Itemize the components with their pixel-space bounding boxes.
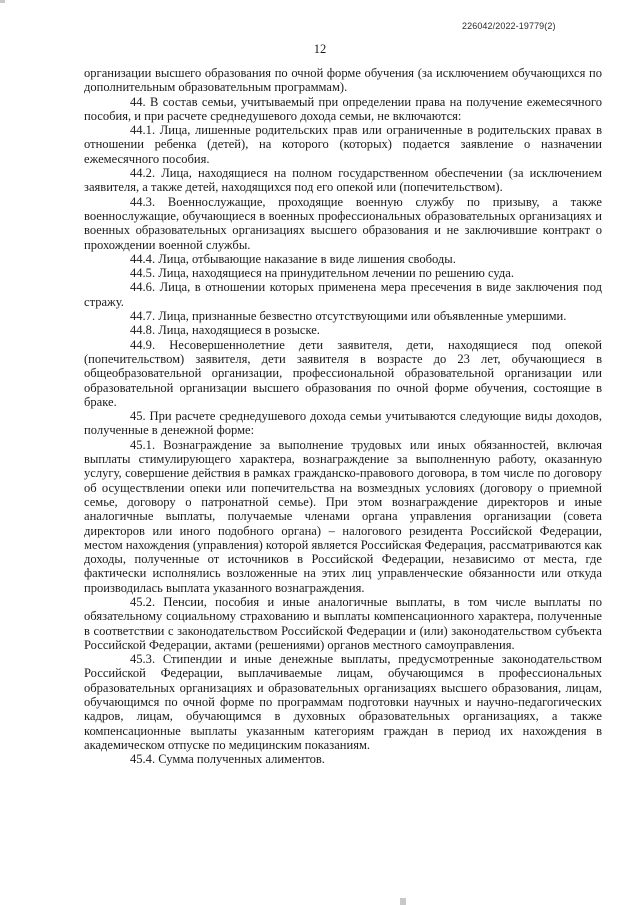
paragraph-44-9: 44.9. Несовершеннолетние дети заявителя, дети, находящиеся под опекой (попечительством) заявителя, дети заявителя в возрасте до 23 лет, обучающиеся в общеобразовательной организации, профессиональной образовательной организации или образовательной организации высшего образования по очной форме обучения, состоящие в браке. bbox=[84, 337, 602, 409]
page-number: 12 bbox=[313, 42, 327, 56]
document-id: 226042/2022-19779(2) bbox=[462, 21, 556, 31]
paragraph-44-6: 44.6. Лица, в отношении которых применена мера пресечения в виде заключения под стражу. bbox=[84, 280, 602, 309]
paragraph-continuation: организации высшего образования по очной форме обучения (за исключением обучающихся по дополнительным образовательным программам). bbox=[84, 66, 602, 95]
paragraph-44-1: 44.1. Лица, лишенные родительских прав или ограниченные в родительских правах в отношении ребенка (детей), на которого (которых) подается заявление о назначении ежемесячного пособия. bbox=[84, 123, 602, 166]
paragraph-44-4: 44.4. Лица, отбывающие наказание в виде лишения свободы. bbox=[130, 251, 456, 266]
scan-edge-mark bbox=[0, 0, 5, 3]
paragraph-45-1: 45.1. Вознаграждение за выполнение трудовых или иных обязанностей, включая выплаты стимулирующего характера, вознаграждение за выполненную работу, оказанную услугу, совершение действия в рамках гражданско-правового договора, в том числе по договору об осуществлении опеки или попечительства на возмездных условиях (договору о приемной семье, договору о патронатной семье). При этом вознаграждение директоров и иные аналогичные выплаты, получаемые членами органа управления организации (совета директоров или иного подобного органа) – налогового резидента Российской Федерации, местом нахождения (управления) которой является Российская Федерация, рассматриваются как доходы, полученные от источников в Российской Федерации, независимо от места, где фактически исполнялись возложенные на этих лиц управленческие обязанности или откуда производилась выплата указанного вознаграждения. bbox=[84, 437, 603, 595]
paragraph-44-2: 44.2. Лица, находящиеся на полном государственном обеспечении (за исключением заявителя, а также детей, находящихся под его опекой или (попечительством). bbox=[84, 166, 602, 195]
paragraph-44: 44. В состав семьи, учитываемый при определении права на получение ежемесячного пособия, и при расчете среднедушевого дохода семьи, не включаются: bbox=[84, 94, 602, 123]
paragraph-45-2: 45.2. Пенсии, пособия и иные аналогичные выплаты, в том числе выплаты по обязательному социальному страхованию и выплаты компенсационного характера, полученные в соответствии с законодательством Российской Федерации и (или) законодательством субъекта Российской Федерации, актами (решениями) органов местного самоуправления. bbox=[84, 594, 602, 652]
scan-edge-mark bbox=[400, 898, 406, 905]
paragraph-44-8: 44.8. Лица, находящиеся в розыске. bbox=[130, 323, 320, 338]
paragraph-44-5: 44.5. Лица, находящиеся на принудительном лечении по решению суда. bbox=[130, 266, 514, 281]
paragraph-45-3: 45.3. Стипендии и иные денежные выплаты, предусмотренные законодательством Российской Федерации, выплачиваемые лицам, обучающимся в профессиональных образовательных организациях и образовательных организациях высшего образования, лицам, обучающимся по очной форме по программам подготовки научных и научно-педагогических кадров, лицам, обучающимся в духовных образовательных организациях, а также компенсационные выплаты указанным категориям граждан в период их нахождения в академическом отпуске по медицинским показаниям. bbox=[84, 652, 602, 752]
paragraph-45-4: 45.4. Сумма полученных алиментов. bbox=[130, 752, 325, 767]
paragraph-44-3: 44.3. Военнослужащие, проходящие военную службу по призыву, а также военнослужащие, обучающиеся в военных профессиональных образовательных организациях и военных образовательных организациях высшего образования и не заключившие контракт о прохождении военной службы. bbox=[84, 194, 602, 252]
paragraph-44-7: 44.7. Лица, признанные безвестно отсутствующими или объявленные умершими. bbox=[130, 309, 567, 324]
paragraph-45: 45. При расчете среднедушевого дохода семьи учитываются следующие виды доходов, полученные в денежной форме: bbox=[84, 409, 602, 438]
document-body bbox=[84, 66, 602, 767]
